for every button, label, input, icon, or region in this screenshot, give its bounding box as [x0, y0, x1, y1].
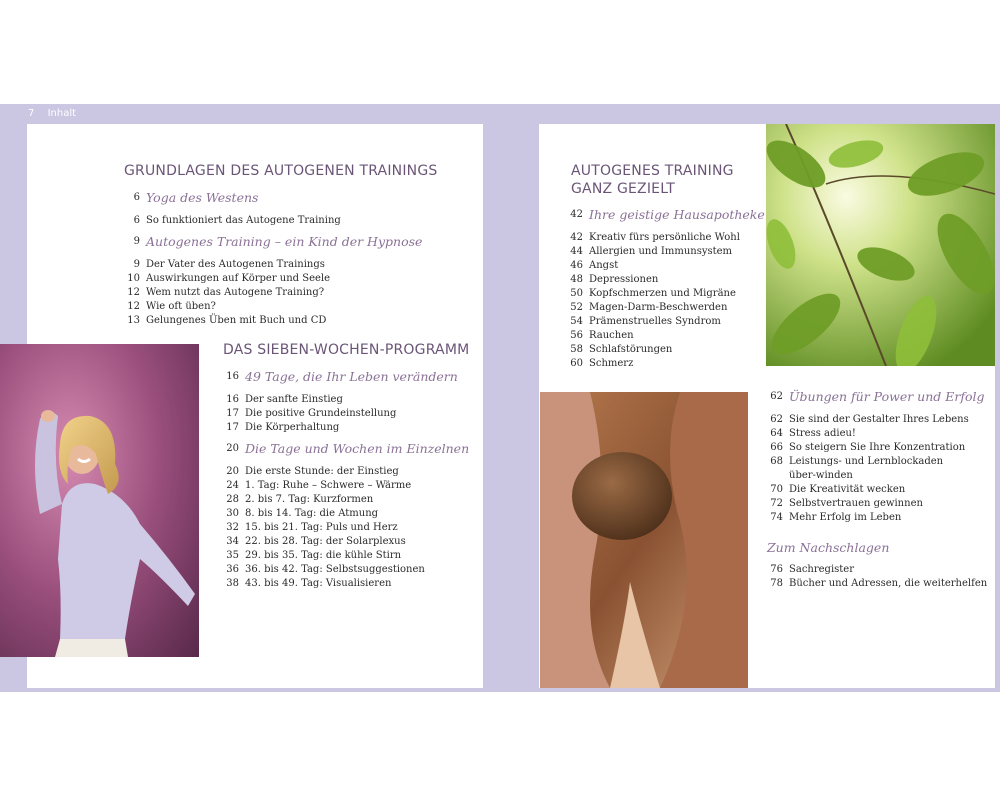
toc-list-gezielt [565, 205, 765, 371]
toc-entry-text: Die Kreativität wecken [789, 484, 906, 495]
toc-entry-text: Allergien und Immunsystem [589, 246, 733, 257]
toc-page-number: 20 [226, 443, 239, 454]
toc-page-number: 48 [570, 274, 583, 285]
toc-page-number: 60 [570, 358, 583, 369]
toc-page-number: 68 [770, 456, 783, 467]
toc-subheading [221, 439, 469, 459]
toc-entry [221, 479, 469, 493]
toc-page-number: 17 [226, 422, 239, 433]
toc-entry [221, 421, 469, 435]
toc-entry-text: 29. bis 35. Tag: die kühle Stirn [245, 550, 402, 561]
toc-page-number: 58 [570, 344, 583, 355]
toc-entry-text: Gelungenes Üben mit Buch und CD [146, 315, 327, 326]
toc-page-number: 16 [226, 394, 239, 405]
toc-entry-text: Sachregister [789, 564, 854, 575]
toc-entry-text: Autogenes Training – ein Kind der Hypnose [146, 234, 423, 249]
toc-entry [122, 258, 422, 272]
toc-entry-text: Kreativ fürs persönliche Wohl [589, 232, 740, 243]
toc-page-number: 50 [570, 288, 583, 299]
toc-list-grundlagen [122, 188, 422, 328]
toc-entry [565, 287, 755, 301]
section-heading-sieben-wochen: DAS SIEBEN-WOCHEN-PROGRAMM [223, 342, 470, 358]
toc-entry-text: Kopfschmerzen und Migräne [589, 288, 736, 299]
toc-entry [565, 273, 755, 287]
toc-page-number: 24 [226, 480, 239, 491]
toc-entry-text: Bücher und Adressen, die weiterhelfen [789, 578, 988, 589]
toc-page-number: 32 [226, 522, 239, 533]
toc-entry-text: 15. bis 21. Tag: Puls und Herz [245, 522, 398, 533]
toc-page-number: 35 [226, 550, 239, 561]
toc-subheading [221, 367, 469, 387]
toc-page-number: 64 [770, 428, 783, 439]
toc-entry-text: 2. bis 7. Tag: Kurzformen [245, 494, 374, 505]
toc-entry [122, 286, 422, 300]
toc-entry [565, 245, 755, 259]
toc-entry-text: Die Körperhaltung [245, 422, 340, 433]
toc-entry-text: Wie oft üben? [146, 301, 216, 312]
toc-page-number: 20 [226, 466, 239, 477]
toc-page-number: 10 [127, 273, 140, 284]
toc-entry [122, 272, 422, 286]
toc-entry [221, 407, 469, 421]
toc-entry [565, 301, 755, 315]
toc-page-number: 44 [570, 246, 583, 257]
section-heading-gezielt-line1: AUTOGENES TRAINING [571, 163, 734, 179]
toc-entry-text: Yoga des Westens [146, 190, 259, 205]
photo-dancing-woman [0, 344, 199, 657]
toc-entry-text: Rauchen [589, 330, 634, 341]
toc-page-number: 62 [770, 391, 783, 402]
toc-entry-text: Ihre geistige Hausapotheke [589, 207, 765, 222]
toc-entry-text: So steigern Sie Ihre Konzentration [789, 442, 966, 453]
toc-entry-text: So funktioniert das Autogene Training [146, 215, 341, 226]
toc-subheading [765, 387, 985, 407]
toc-page-number: 78 [770, 578, 783, 589]
toc-page-number: 13 [127, 315, 140, 326]
toc-page-number: 30 [226, 508, 239, 519]
running-head-label: Inhalt [47, 108, 77, 119]
toc-page-number: 56 [570, 330, 583, 341]
toc-page-number: 38 [226, 578, 239, 589]
toc-entry [122, 300, 422, 314]
toc-entry [221, 549, 469, 563]
toc-entry-text: Stress adieu! [789, 428, 856, 439]
toc-entry-text: Die positive Grundeinstellung [245, 408, 397, 419]
toc-page-number: 28 [226, 494, 239, 505]
toc-entry-text: Der sanfte Einstieg [245, 394, 343, 405]
running-head [28, 108, 76, 119]
toc-entry-text: Die Tage und Wochen im Einzelnen [245, 441, 470, 456]
section-heading-gezielt-line2: GANZ GEZIELT [571, 181, 676, 197]
toc-page-number: 36 [226, 564, 239, 575]
toc-entry [565, 259, 755, 273]
toc-entry [221, 507, 469, 521]
toc-entry-text: Die erste Stunde: der Einstieg [245, 466, 399, 477]
toc-page-number: 6 [133, 192, 140, 203]
toc-entry [221, 393, 469, 407]
toc-entry [765, 455, 965, 483]
section-heading-gezielt [571, 162, 734, 198]
toc-entry-text: Mehr Erfolg im Leben [789, 512, 902, 523]
toc-entry-text: Übungen für Power und Erfolg [789, 389, 985, 404]
toc-list-nachschlagen [765, 563, 988, 591]
toc-entry [565, 343, 755, 357]
toc-list-sieben-wochen [221, 367, 469, 591]
toc-page-number: 52 [570, 302, 583, 313]
toc-entry [565, 329, 755, 343]
toc-entry-text: Leistungs- und Lernblockaden über-winden [789, 456, 944, 481]
toc-page-number: 66 [770, 442, 783, 453]
toc-entry [765, 577, 988, 591]
toc-entry-text: Angst [589, 260, 619, 271]
toc-entry [765, 413, 969, 427]
toc-entry [565, 357, 755, 371]
toc-entry [221, 521, 469, 535]
toc-entry-text: Sie sind der Gestalter Ihres Lebens [789, 414, 969, 425]
section-heading-grundlagen: GRUNDLAGEN DES AUTOGENEN TRAININGS [124, 163, 438, 179]
toc-entry-text: Auswirkungen auf Körper und Seele [146, 273, 331, 284]
photo-rock-in-canyon [540, 392, 748, 688]
toc-entry-text: Der Vater des Autogenen Trainings [146, 259, 325, 270]
toc-entry-text: Schlafstörungen [589, 344, 673, 355]
toc-entry [565, 231, 755, 245]
section-heading-nachschlagen: Zum Nachschlagen [767, 540, 890, 555]
toc-entry-text: 49 Tage, die Ihr Leben verändern [245, 369, 458, 384]
toc-page-number: 9 [133, 236, 140, 247]
toc-entry-text: Schmerz [589, 358, 634, 369]
toc-entry [221, 563, 469, 577]
toc-subheading [565, 205, 765, 225]
toc-entry [765, 483, 965, 497]
toc-page-number: 16 [226, 371, 239, 382]
toc-entry-text: 43. bis 49. Tag: Visualisieren [245, 578, 392, 589]
toc-entry [221, 465, 469, 479]
photo-green-leaves [766, 124, 995, 366]
toc-page-number: 74 [770, 512, 783, 523]
toc-page-number: 62 [770, 414, 783, 425]
toc-page-number: 72 [770, 498, 783, 509]
toc-entry-text: Prämenstruelles Syndrom [589, 316, 721, 327]
toc-list-power [765, 387, 985, 525]
toc-subheading [122, 188, 422, 208]
toc-entry [765, 563, 985, 577]
toc-entry-text: Magen-Darm-Beschwerden [589, 302, 728, 313]
toc-entry-text: Wem nutzt das Autogene Training? [146, 287, 325, 298]
toc-entry [221, 577, 469, 591]
toc-entry-text: Depressionen [589, 274, 659, 285]
toc-entry [765, 497, 965, 511]
toc-entry [221, 535, 469, 549]
toc-entry [221, 493, 469, 507]
toc-entry [765, 511, 965, 525]
toc-entry [765, 441, 965, 455]
toc-page-number: 46 [570, 260, 583, 271]
toc-page-number: 76 [770, 564, 783, 575]
toc-page-number: 54 [570, 316, 583, 327]
toc-entry [122, 214, 422, 228]
toc-entry-text: Selbstvertrauen gewinnen [789, 498, 923, 509]
toc-page-number: 42 [570, 232, 583, 243]
toc-entry [765, 427, 965, 441]
toc-entry-text: 8. bis 14. Tag: die Atmung [245, 508, 379, 519]
toc-page-number: 9 [133, 259, 140, 270]
toc-subheading [122, 232, 422, 252]
toc-page-number: 70 [770, 484, 783, 495]
toc-page-number: 17 [226, 408, 239, 419]
toc-entry [122, 314, 422, 328]
toc-entry-text: 22. bis 28. Tag: der Solarplexus [245, 536, 406, 547]
toc-page-number: 12 [127, 287, 140, 298]
toc-entry-text: 36. bis 42. Tag: Selbstsuggestionen [245, 564, 425, 575]
toc-page-number: 34 [226, 536, 239, 547]
toc-entry [565, 315, 755, 329]
page-number: 7 [28, 108, 35, 119]
toc-page-number: 42 [570, 209, 583, 220]
toc-page-number: 6 [133, 215, 140, 226]
toc-page-number: 12 [127, 301, 140, 312]
toc-entry-text: 1. Tag: Ruhe – Schwere – Wärme [245, 480, 412, 491]
